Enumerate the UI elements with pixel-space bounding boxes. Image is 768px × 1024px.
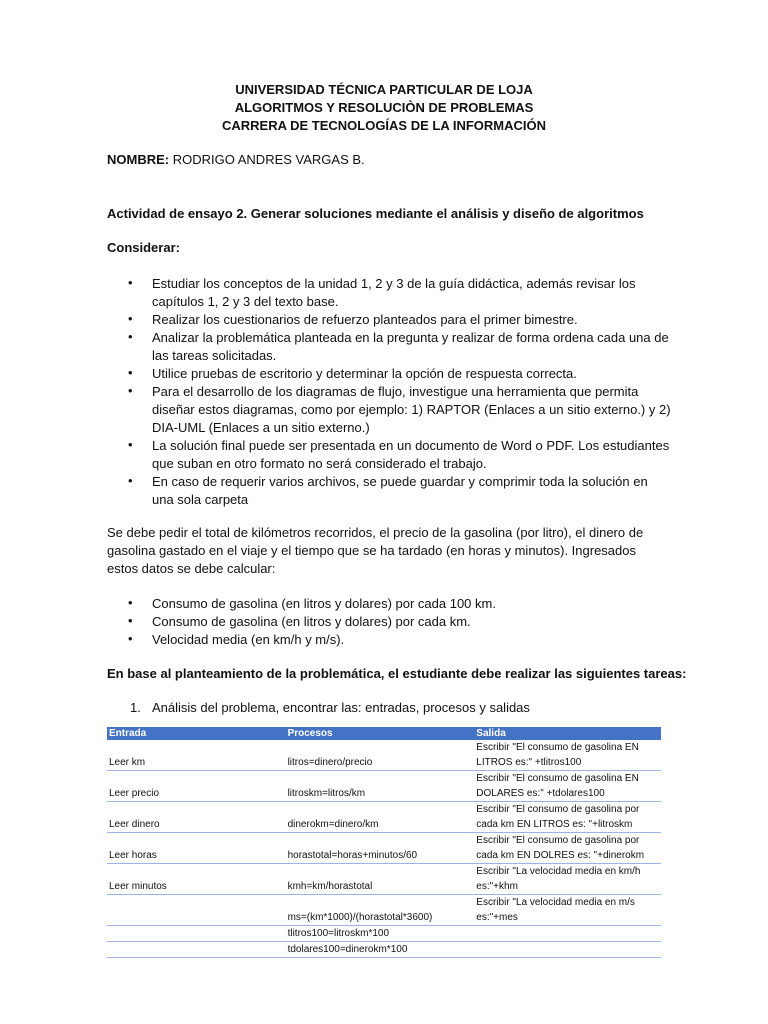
calc-item: Consumo de gasolina (en litros y dolares) por cada km. [152,614,471,629]
table-cell: Escribir "El consumo de gasolina EN DOLARES es:" +tdolares100 [474,771,661,802]
table-cell [107,895,286,926]
table-cell: Escribir "La velocidad media en m/s es:"+mes [474,895,661,926]
student-name: RODRIGO ANDRES VARGAS B. [172,152,365,167]
table-cell: Escribir "El consumo de gasolina por cada km EN LITROS es: "+litroskm [474,802,661,833]
table-row [107,771,661,802]
table-cell: Escribir "El consumo de gasolina EN LITROS es:" +tlitros100 [474,740,661,771]
table-cell: Escribir "El consumo de gasolina por cada km EN DOLRES es: "+dinerokm [474,833,661,864]
problem-paragraph: Se debe pedir el total de kilómetros recorridos, el precio de la gasolina (por litro), el dinero de gasolina gastado en el viaje y el tiempo que se ha tardado (en horas y minutos). Ingresados estos datos se debe calcular: [107,525,644,576]
tasks-intro: En base al planteamiento de la problemática, el estudiante debe realizar las siguientes tareas: [107,666,687,681]
table-cell [107,942,286,958]
consider-item: Utilice pruebas de escritorio y determinar la opción de respuesta correcta. [152,366,577,381]
column-header: Salida [474,727,661,740]
table-cell: litroskm=litros/km [286,771,475,802]
table-row [107,864,661,895]
course-heading: ALGORITMOS Y RESOLUCIÒN DE PROBLEMAS [234,100,534,115]
table-cell [474,942,661,958]
consider-item: Analizar la problemática planteada en la pregunta y realizar de forma ordena cada una de las tareas solicitadas. [152,330,669,363]
university-heading: UNIVERSIDAD TÉCNICA PARTICULAR DE LOJA [235,82,533,97]
consider-item: Para el desarrollo de los diagramas de flujo, investigue una herramienta que permita diseñar estos diagramas, como por ejemplo: 1) RAPTOR (Enlaces a un sitio externo.) y 2) DIA-UML (Enlaces a un sitio externo.) [152,384,671,435]
consider-label: Considerar: [107,240,180,255]
table-row [107,740,661,771]
column-header: Entrada [107,727,286,740]
consider-item: En caso de requerir varios archivos, se puede guardar y comprimir toda la solución en una sola carpeta [152,474,648,507]
table-cell: Leer precio [107,771,286,802]
column-header: Procesos [286,727,475,740]
student-label: NOMBRE: [107,152,170,167]
table-cell: dinerokm=dinero/km [286,802,475,833]
table-cell: tdolares100=dinerokm*100 [286,942,475,958]
calc-item: Consumo de gasolina (en litros y dolares) por cada 100 km. [152,596,496,611]
bullet-icon: • [128,595,133,610]
table-cell [474,926,661,942]
consider-item: Estudiar los conceptos de la unidad 1, 2 y 3 de la guía didáctica, además revisar los capítulos 1, 2 y 3 del texto base. [152,276,636,309]
table-cell: Leer horas [107,833,286,864]
bullet-icon: • [128,631,133,646]
calc-item: Velocidad media (en km/h y m/s). [152,632,345,647]
consider-item: Realizar los cuestionarios de refuerzo planteados para el primer bimestre. [152,312,578,327]
consider-item: La solución final puede ser presentada en un documento de Word o PDF. Los estudiantes que suban en otro formato no será considerado el trabajo. [152,438,670,471]
table-cell: Leer minutos [107,864,286,895]
table-row [107,926,661,942]
task-text: Análisis del problema, encontrar las: entradas, procesos y salidas [152,700,530,715]
task-number: 1. [130,700,141,715]
bullet-icon: • [128,311,133,326]
bullet-icon: • [128,365,133,380]
table-cell [107,926,286,942]
table-cell: Leer dinero [107,802,286,833]
student-line [107,152,365,167]
bullet-icon: • [128,383,133,398]
bullet-icon: • [128,473,133,488]
table-cell: tlitros100=litroskm*100 [286,926,475,942]
table-row [107,895,661,926]
table-row [107,833,661,864]
bullet-icon: • [128,275,133,290]
table-cell: Leer km [107,740,286,771]
bullet-icon: • [128,613,133,628]
table-row [107,942,661,958]
career-heading: CARRERA DE TECNOLOGÍAS DE LA INFORMACIÓN [221,118,547,133]
bullet-icon: • [128,437,133,452]
table-cell: ms=(km*1000)/(horastotal*3600) [286,895,475,926]
bullet-icon: • [128,329,133,344]
table-cell: kmh=km/horastotal [286,864,475,895]
table-row [107,802,661,833]
table-cell: litros=dinero/precio [286,740,475,771]
table-cell: Escribir "La velocidad media en km/h es:"+khm [474,864,661,895]
table-header-row [107,727,661,740]
analysis-table [107,727,661,958]
table-cell: horastotal=horas+minutos/60 [286,833,475,864]
activity-title: Actividad de ensayo 2. Generar soluciones mediante el análisis y diseño de algoritmos [107,206,644,221]
